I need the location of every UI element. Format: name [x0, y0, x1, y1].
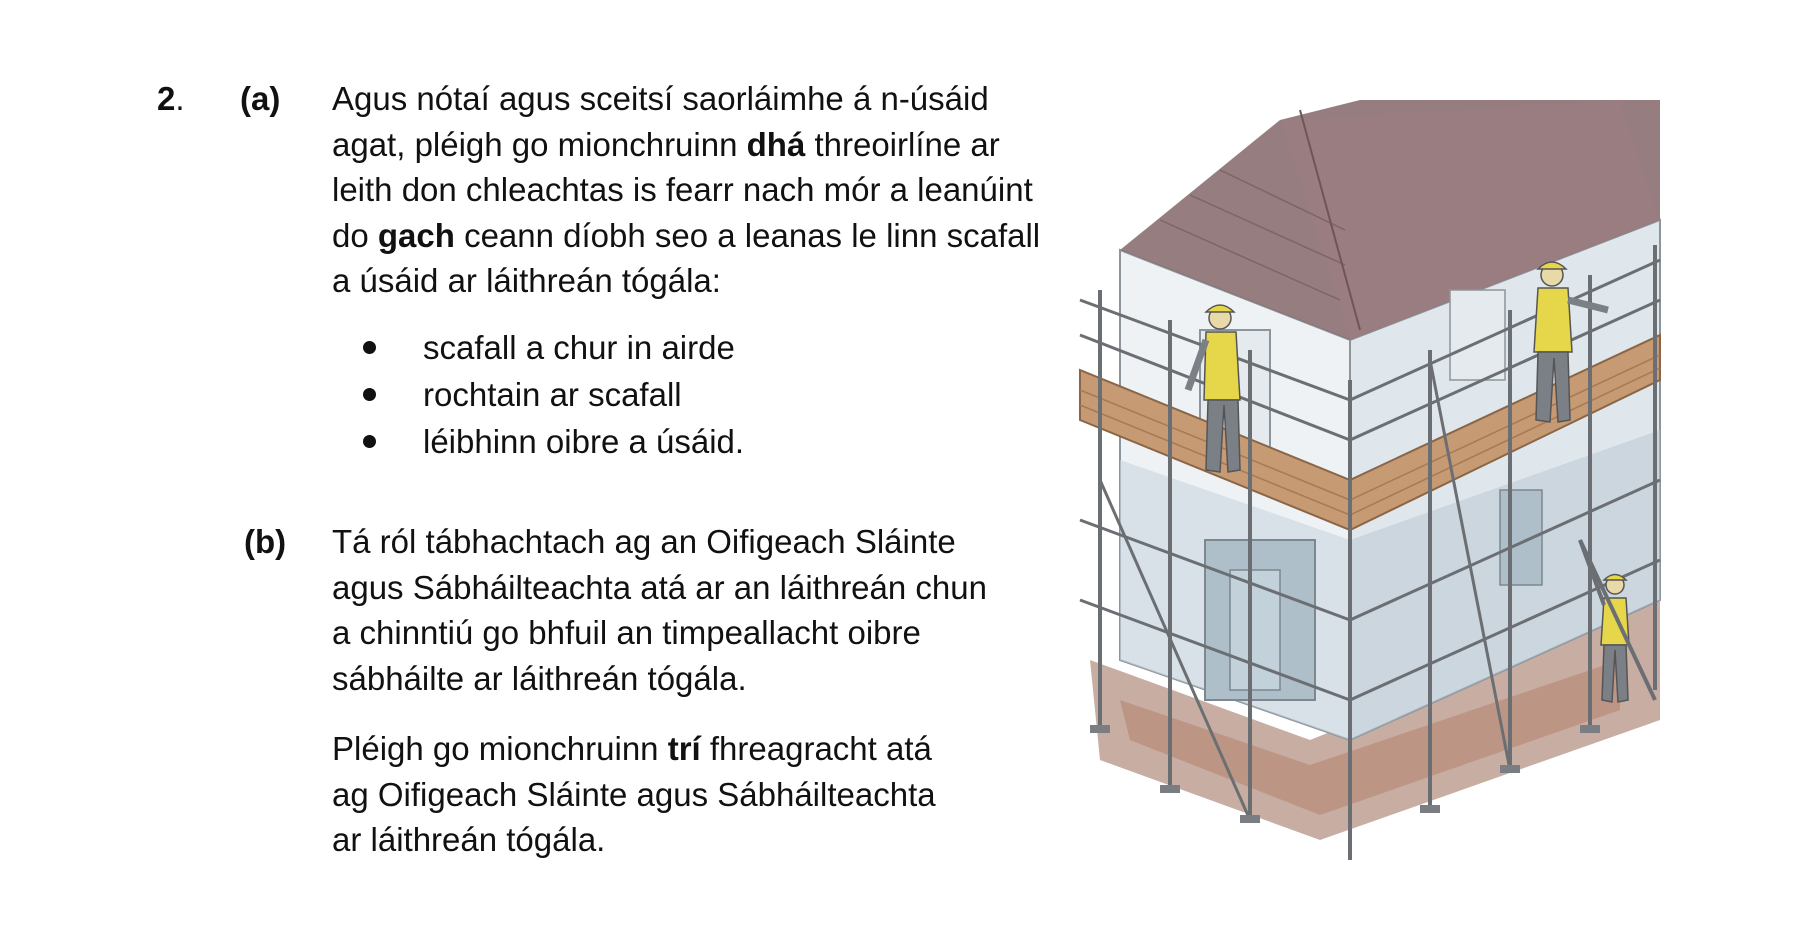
text-line: a chinntiú go bhfuil an timpeallacht oibre	[332, 614, 921, 651]
part-b-task	[332, 726, 1032, 863]
list-item: scafall a chur in airde	[358, 325, 744, 372]
list-item: léibhinn oibre a úsáid.	[358, 419, 744, 466]
text-line: ag Oifigeach Sláinte agus Sábháilteachta	[332, 775, 936, 813]
emphasis-text: trí	[667, 730, 701, 767]
text-line: ar láithreán tógála.	[332, 821, 606, 858]
text-line: sábháilte ar láithreán tógála.	[332, 659, 747, 697]
part-a-prompt	[332, 76, 1072, 304]
text-line: Tá ról tábhachtach ag an Oifigeach Sláinte	[332, 523, 956, 560]
text-line: a úsáid ar láithreán tógála:	[332, 262, 721, 299]
scaffolding-illustration	[1060, 100, 1680, 860]
bullet-icon	[363, 435, 376, 448]
text-line: agat, pléigh go mionchruinn dhá threoirlíne ar	[332, 125, 1000, 163]
text-line: agus Sábháilteachta atá ar an láithreán chun	[332, 568, 987, 606]
part-b-statement	[332, 519, 1032, 701]
question-number: 2.	[157, 80, 185, 117]
part-a-bullet-list	[358, 325, 744, 466]
bullet-icon	[363, 341, 376, 354]
emphasis-text: gach	[377, 216, 455, 254]
emphasis-text: dhá	[746, 125, 806, 163]
bullet-icon	[363, 388, 376, 401]
text-line: leith don chleachtas is fearr nach mór a leanúint	[332, 171, 1033, 208]
text-line: do gach ceann díobh seo a leanas le linn scafall	[332, 216, 1041, 254]
list-item: rochtain ar scafall	[358, 372, 744, 419]
text-line: Agus nótaí agus sceitsí saorláimhe á n-úsáid	[332, 80, 989, 117]
part-a-label: (a)	[240, 80, 281, 117]
text-line: Pléigh go mionchruinn trí fhreagracht atá	[332, 730, 932, 767]
part-b-label: (b)	[244, 523, 287, 560]
